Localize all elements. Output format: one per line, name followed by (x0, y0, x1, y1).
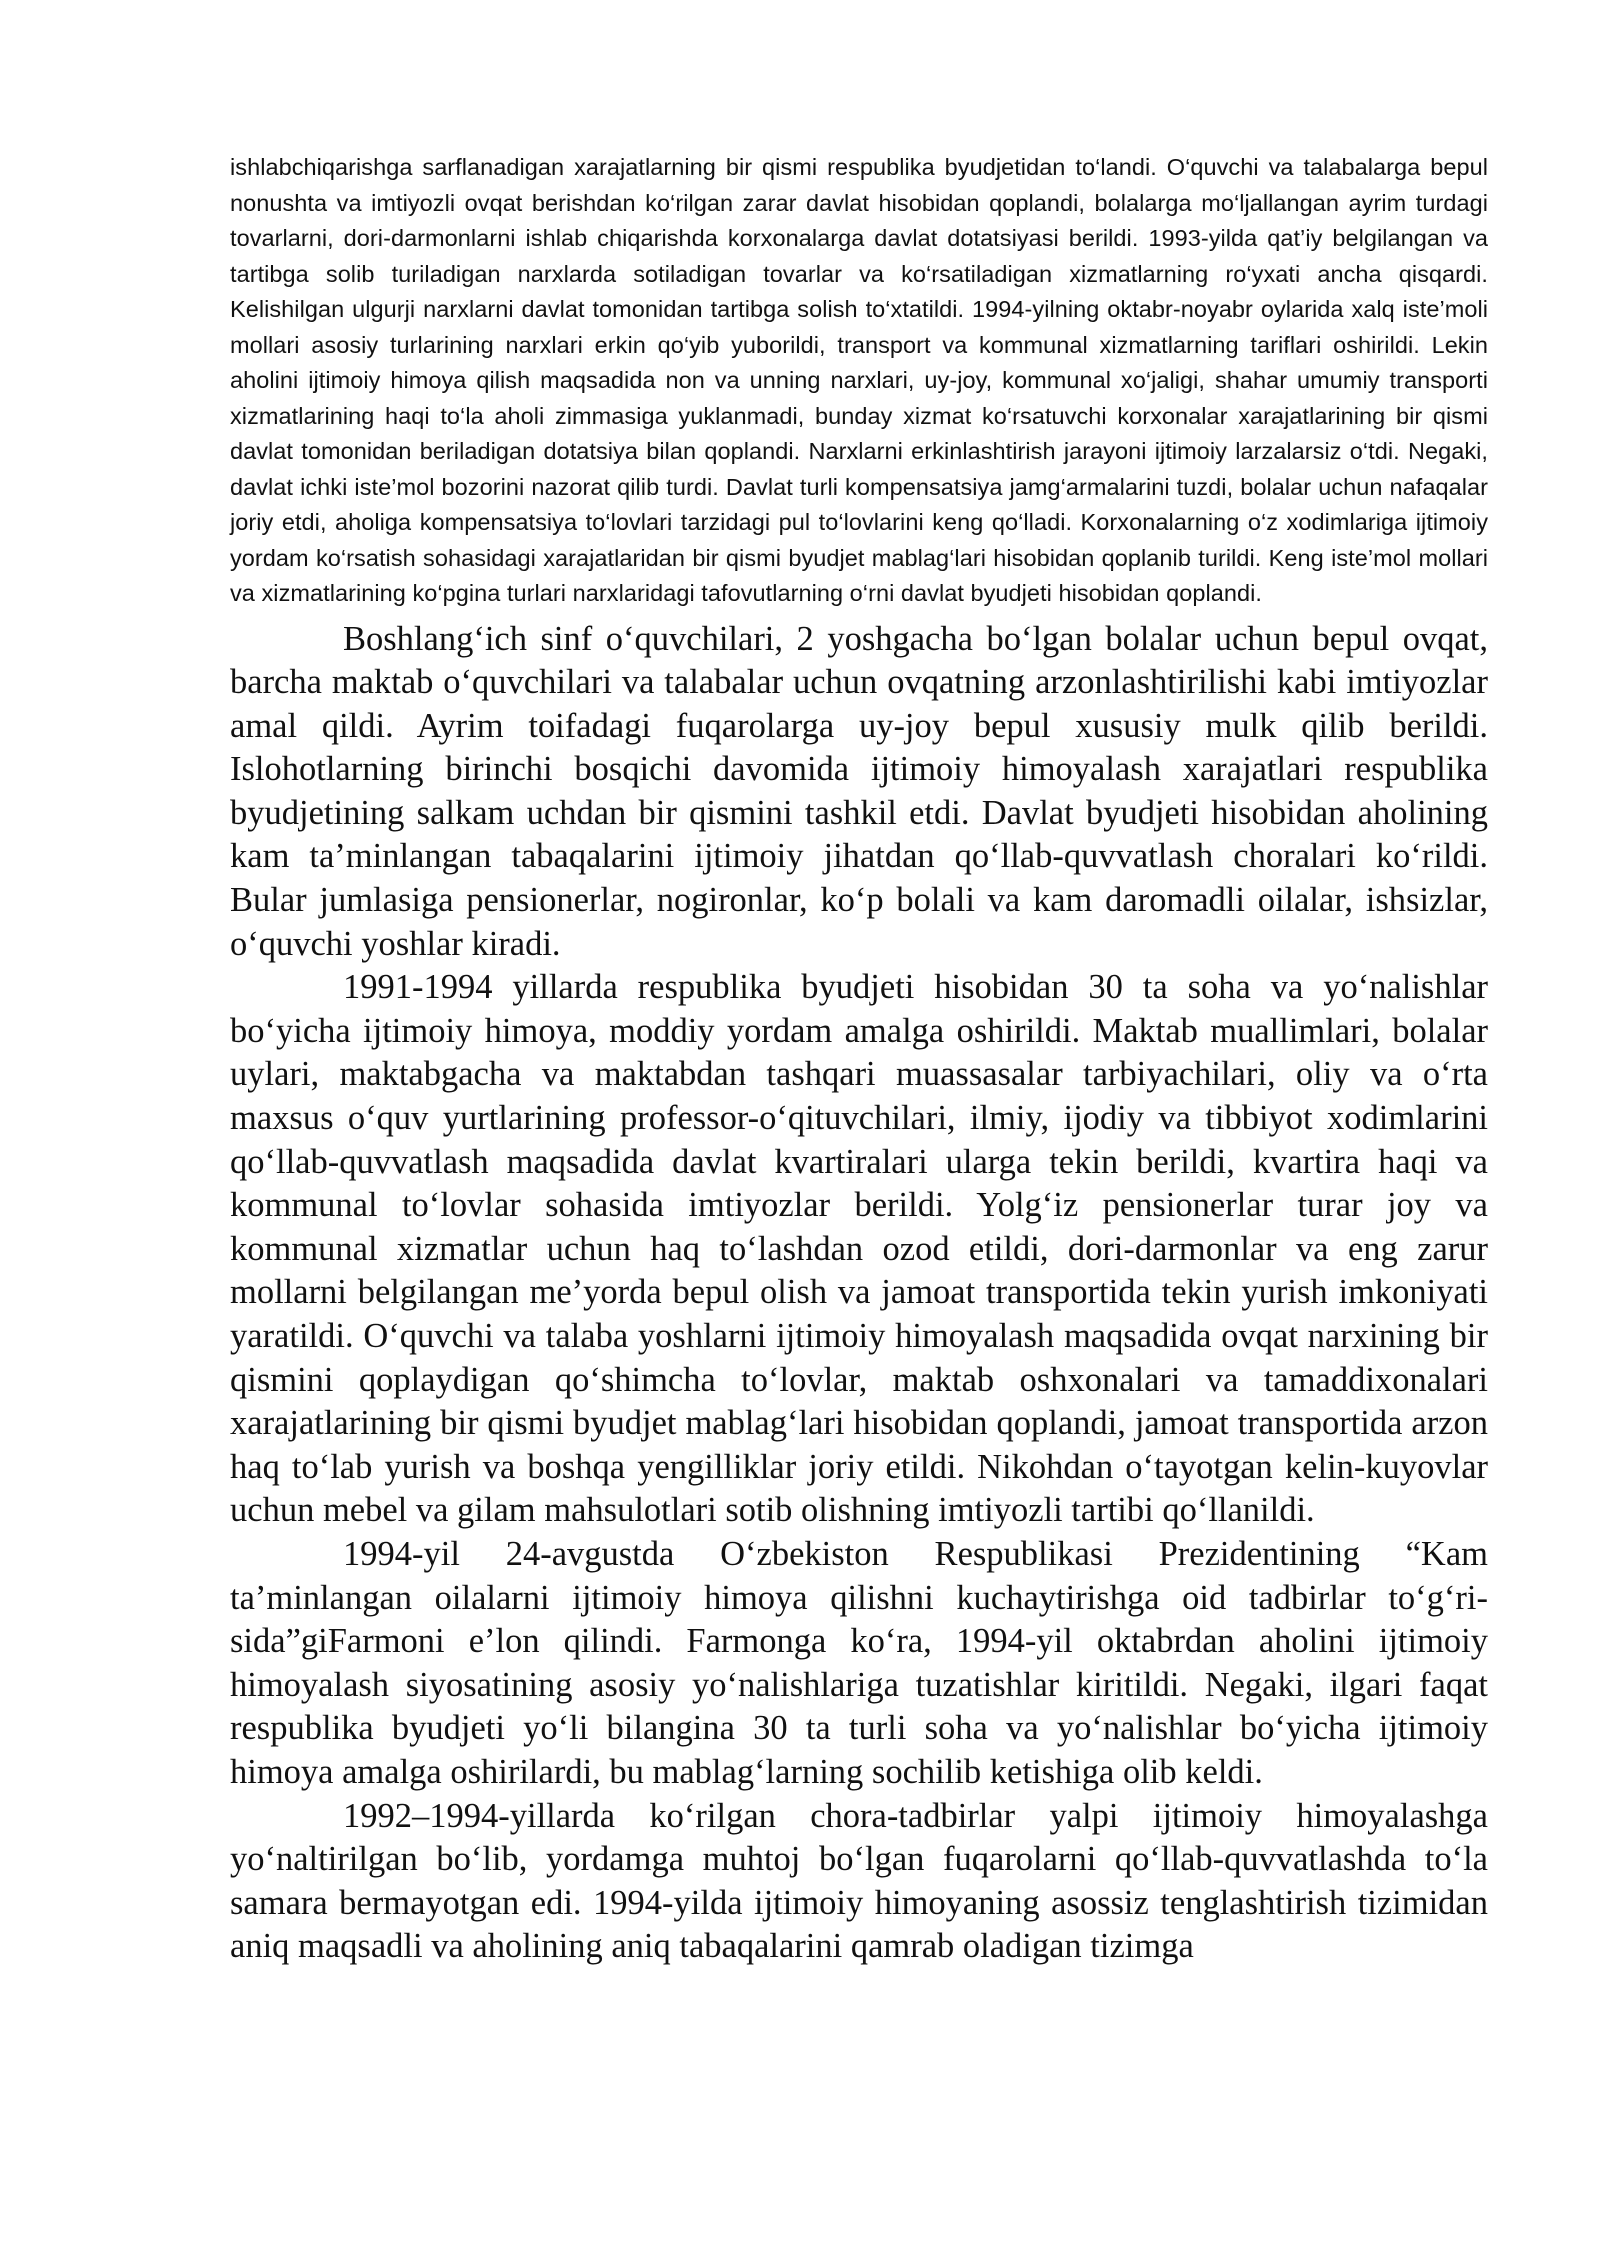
paragraph-benefits: Boshlang‘ich sinf o‘quvchilari, 2 yoshgacha bo‘lgan bolalar uchun bepul ovqat, barcha maktab o‘quvchilari va talabalar uchun ovqatning arzonlashtirilishi kabi imtiyozlar amal qildi. Ayrim toifadagi fuqarolarga uy-joy bepul xususiy mulk qilib berildi. Islohotlarning birinchi bosqichi davomida ijtimoiy himoyalash xarajatlari respublika byudjetining salkam uchdan bir qismini tashkil etdi. Davlat byudjeti hisobidan aholining kam ta’minlangan tabaqalarini ijtimoiy jihatdan qo‘llab-quvvatlash choralari ko‘rildi. Bular jumlasiga pensionerlar, nogironlar, ko‘p bolali va kam daromadli oilalar, ishsizlar, o‘quvchi yoshlar kiradi. (230, 619, 1488, 963)
paragraph-presidential-decree: 1994-yil 24-avgustda O‘zbekiston Respublikasi Prezidentining “Kam ta’minlangan oilalarni ijtimoiy himoya qilishni kuchaytirishga oid tadbirlar to‘g‘risida”giFarmoni e’lon qilindi. Farmonga ko‘ra, 1994-yil oktabrdan aholini ijtimoiy himoyalash siyosatining asosiy yo‘nalishlariga tuzatishlar kiritildi. Negaki, ilgari faqat respublika byudjeti yo‘li bilangina 30 ta turli soha va yo‘nalishlar bo‘yicha ijtimoiy himoya amalga oshirilardi, bu mablag‘larning sochilib ketishiga olib keldi. (230, 1534, 1488, 1791)
paragraph-reform-1992-1994: 1992–1994-yillarda ko‘rilgan chora-tadbirlar yalpi ijtimoiy himoyalashga yo‘naltirilgan bo‘lib, yordamga muhtoj bo‘lgan fuqarolarni qo‘llab-quvvatlashda to‘la samara bermayotgan edi. 1994-yilda ijtimoiy himoyaning asossiz tenglashtirish tizimidan aniq maqsadli va aholining aniq tabaqalarini qamrab oladigan tizimga (230, 1796, 1488, 1966)
paragraph-continuation: ishlabchiqarishga sarflanadigan xarajatlarning bir qismi respublika byudjetidan to‘landi. O‘quvchi va talabalarga bepul nonushta va imtiyozli ovqat berishdan ko‘rilgan zarar davlat hisobidan qoplandi, bolalarga mo‘ljallangan ayrim turdagi tovarlarni, dori-darmonlarni ishlab chiqarishda korxonalarga davlat dotatsiyasi berildi. 1993-yilda qat’iy belgilangan va tartibga solib turiladigan narxlarda sotiladigan tovarlar va ko‘rsatiladigan xizmatlarning ro‘yxati ancha qisqardi. Kelishilgan ulgurji narxlarni davlat tomonidan tartibga solish to‘xtatildi. 1994-yilning oktabr-noyabr oylarida xalq iste’moli mollari asosiy turlarining narxlari erkin qo‘yib yuborildi, transport va kommunal xizmatlarning tariflari oshirildi. Lekin aholini ijtimoiy himoya qilish maqsadida non va unning narxlari, uy-joy, kommunal xo‘jaligi, shahar umumiy transporti xizmatlarining haqi to‘la aholi zimmasiga yuklanmadi, bunday xizmat ko‘rsatuvchi korxonalar xarajatlarining bir qismi davlat tomonidan beriladigan dotatsiya bilan qoplandi. Narxlarni erkinlashtirish jarayoni ijtimoiy larzalarsiz o‘tdi. Negaki, davlat ichki iste’mol bozorini nazorat qilib turdi. Davlat turli kompensatsiya jamg‘armalarini tuzdi, bolalar uchun nafaqalar joriy etdi, aholiga kompensatsiya to‘lovlari tarzidagi pul to‘lovlarini keng qo‘lladi. Korxonalarning o‘z xodimlariga ijtimoiy yordam ko‘rsatish sohasidagi xarajatlaridan bir qismi byudjet mablag‘lari hisobidan qoplanib turildi. Keng iste’mol mollari va xizmatlarining ko‘pgina turlari narxlaridagi tafovutlarning o‘rni davlat byudjeti hisobidan qoplandi. (230, 154, 1488, 606)
document-page (230, 150, 1488, 1969)
paragraph-social-support-1991-1994: 1991-1994 yillarda respublika byudjeti hisobidan 30 ta soha va yo‘nalishlar bo‘yicha ijtimoiy himoya, moddiy yordam amalga oshirildi. Maktab muallimlari, bolalar uylari, maktabgacha va maktabdan tashqari muassasalar tarbiyachilari, oliy va o‘rta maxsus o‘quv yurtlarining professor-o‘qituvchilari, ilmiy, ijodiy va tibbiyot xodimlarini qo‘llab-quvvatlash maqsadida davlat kvartiralari ularga tekin berildi, kvartira haqi va kommunal to‘lovlar sohasida imtiyozlar berildi. Yolg‘iz pensionerlar turar joy va kommunal xizmatlar uchun haq to‘lashdan ozod etildi, dori-darmonlar va eng zarur mollarni belgilangan me’yorda bepul olish va jamoat transportida tekin yurish imkoniyati yaratildi. O‘quvchi va talaba yoshlarni ijtimoiy himoyalash maqsadida ovqat narxining bir qismini qoplaydigan qo‘shimcha to‘lovlar, maktab oshxonalari va tamaddixonalari xarajatlarining bir qismi byudjet mablag‘lari hisobidan qoplandi, jamoat transportida arzon haq to‘lab yurish va boshqa yengilliklar joriy etildi. Nikohdan o‘tayotgan kelin-kuyovlar uchun mebel va gilam mahsulotlari sotib olishning imtiyozli tartibi qo‘llanildi. (230, 968, 1488, 1530)
